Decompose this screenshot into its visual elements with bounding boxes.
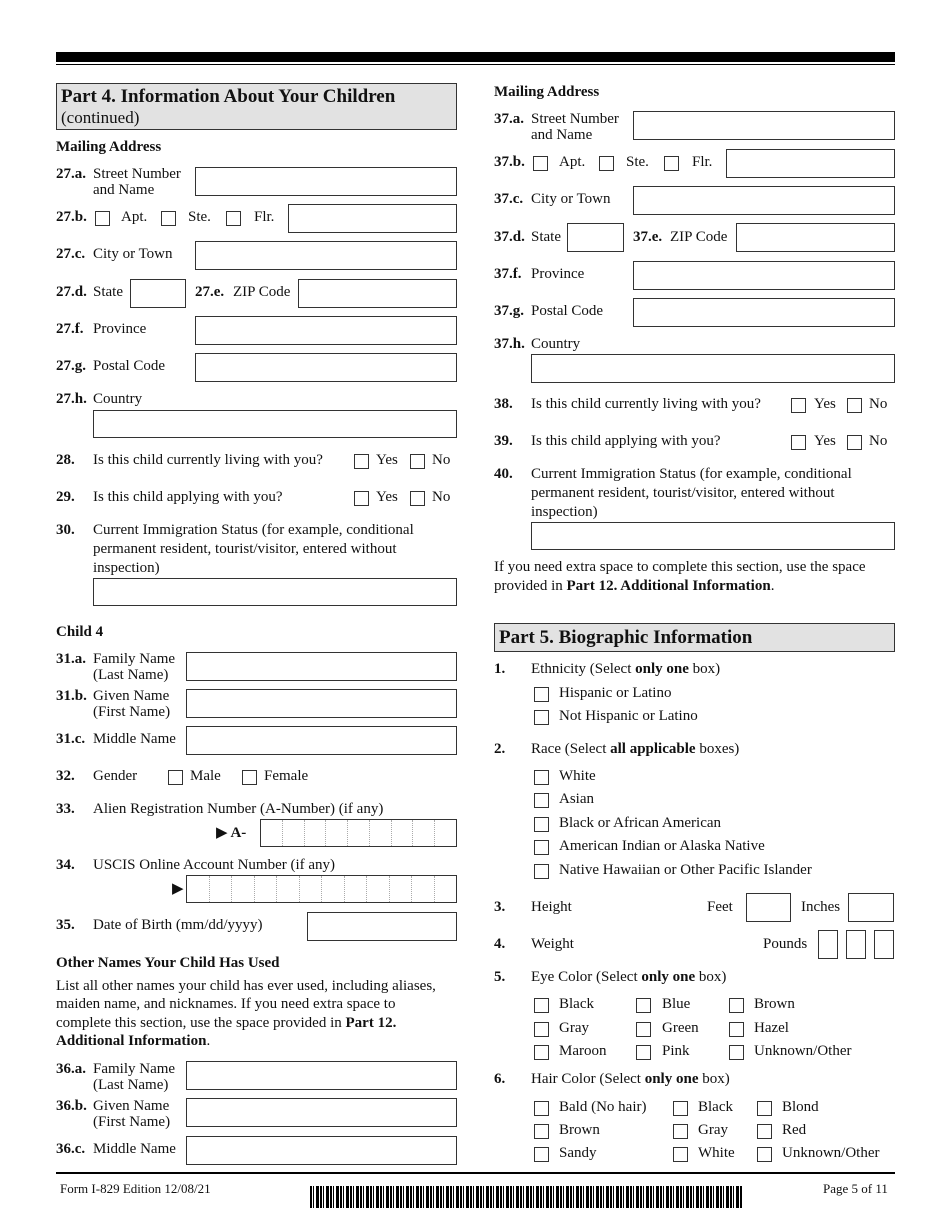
q29-yes-checkbox[interactable] — [354, 491, 369, 506]
ste-label: Ste. — [188, 209, 211, 225]
q37h-number: 37.h. — [494, 336, 525, 352]
hair-option: White — [698, 1145, 735, 1161]
q31a-number: 31.a. — [56, 651, 86, 667]
hair-option: Black — [698, 1099, 733, 1115]
q6-label: Hair Color (Select only one box) — [531, 1071, 730, 1087]
q31b-label: Given Name — [93, 688, 170, 704]
q27h-number: 27.h. — [56, 391, 87, 407]
mailing-address-heading: Mailing Address — [56, 139, 162, 155]
q4-label: Weight — [531, 936, 574, 952]
hair-gray-checkbox[interactable] — [673, 1124, 688, 1139]
q27g-number: 27.g. — [56, 358, 86, 374]
q37b-number: 37.b. — [494, 154, 525, 170]
q27a-number: 27.a. — [56, 166, 86, 182]
eye-option: Green — [662, 1020, 699, 1036]
q27c-number: 27.c. — [56, 246, 86, 262]
q30-number: 30. — [56, 522, 75, 538]
ste-checkbox[interactable] — [161, 211, 176, 226]
race-option: White — [559, 768, 596, 784]
part5-title: Part 5. Biographic Information — [499, 627, 753, 648]
q5-number: 5. — [494, 969, 506, 985]
hair-option: Gray — [698, 1122, 728, 1138]
q40-number: 40. — [494, 466, 513, 482]
q27f-label: Province — [93, 321, 147, 337]
other-given-name-input[interactable] — [186, 1098, 457, 1127]
q29-label: Is this child applying with you? — [93, 489, 283, 505]
q29-number: 29. — [56, 489, 75, 505]
q40-line-1: Current Immigration Status (for example, conditional — [531, 466, 852, 482]
q27a-label-2: and Name — [93, 182, 155, 198]
q37f-label: Province — [531, 266, 585, 282]
q40-line-2: permanent resident, tourist/visitor, entered without — [531, 485, 835, 501]
street-input[interactable] — [195, 167, 457, 196]
part4-title: Part 4. Information About Your Children — [61, 86, 396, 107]
q39-no-checkbox[interactable] — [847, 435, 862, 450]
right-zip-input[interactable] — [736, 223, 895, 252]
q28-no-checkbox[interactable] — [410, 454, 425, 469]
right-immigration-status-input[interactable] — [531, 522, 895, 550]
q29-no-label: No — [432, 489, 451, 505]
eye-brown-checkbox[interactable] — [729, 998, 744, 1013]
page-number: Page 5 of 11 — [823, 1181, 888, 1196]
race-american-indian-checkbox[interactable] — [534, 840, 549, 855]
extra-space-line-1: If you need extra space to complete this section, use the space — [494, 559, 866, 575]
right-country-input[interactable] — [531, 354, 895, 383]
q31a-label: Family Name — [93, 651, 176, 667]
q3-number: 3. — [494, 899, 506, 915]
q29-yes-label: Yes — [376, 489, 398, 505]
middle-name-input[interactable] — [186, 726, 457, 755]
eye-option: Hazel — [754, 1020, 789, 1036]
q38-label: Is this child currently living with you? — [531, 396, 761, 412]
other-names-line-1: List all other names your child has ever used, including aliases, — [56, 978, 436, 994]
city-input[interactable] — [195, 241, 457, 270]
hair-option: Sandy — [559, 1145, 597, 1161]
barcode — [310, 1186, 743, 1208]
footer-rule — [56, 1172, 895, 1174]
q32-label: Gender — [93, 768, 138, 784]
feet-label: Feet — [707, 899, 733, 915]
eye-unknown-checkbox[interactable] — [729, 1045, 744, 1060]
q39-number: 39. — [494, 433, 513, 449]
male-checkbox[interactable] — [168, 770, 183, 785]
q39-yes-label: Yes — [814, 433, 836, 449]
q36b-label: Given Name — [93, 1098, 170, 1114]
right-mailing-heading: Mailing Address — [494, 84, 600, 100]
hair-white-checkbox[interactable] — [673, 1147, 688, 1162]
right-ste-checkbox[interactable] — [599, 156, 614, 171]
male-label: Male — [190, 768, 221, 784]
q38-number: 38. — [494, 396, 513, 412]
q4-number: 4. — [494, 936, 506, 952]
eye-pink-checkbox[interactable] — [636, 1045, 651, 1060]
race-option: Asian — [559, 791, 594, 807]
apt-label: Apt. — [121, 209, 148, 225]
dob-input[interactable] — [307, 912, 457, 941]
q36a-label: Family Name — [93, 1061, 176, 1077]
q29-no-checkbox[interactable] — [410, 491, 425, 506]
a-number-prefix: ▶ A- — [216, 825, 247, 841]
flr-label: Flr. — [254, 209, 275, 225]
eye-option: Gray — [559, 1020, 589, 1036]
hispanic-checkbox[interactable] — [534, 687, 549, 702]
q37a-label: Street Number — [531, 111, 619, 127]
q28-yes-checkbox[interactable] — [354, 454, 369, 469]
flr-checkbox[interactable] — [226, 211, 241, 226]
hair-unknown-checkbox[interactable] — [757, 1147, 772, 1162]
q37f-number: 37.f. — [494, 266, 522, 282]
hair-blond-checkbox[interactable] — [757, 1101, 772, 1116]
hair-sandy-checkbox[interactable] — [534, 1147, 549, 1162]
given-name-input[interactable] — [186, 689, 457, 718]
ethnicity-option: Hispanic or Latino — [559, 685, 672, 701]
q37d-number: 37.d. — [494, 229, 525, 245]
q37c-number: 37.c. — [494, 191, 524, 207]
part5-header — [494, 623, 895, 652]
ethnicity-option: Not Hispanic or Latino — [559, 708, 698, 724]
q1-number: 1. — [494, 661, 506, 677]
part4-header — [56, 83, 457, 130]
eye-hazel-checkbox[interactable] — [729, 1022, 744, 1037]
q36b-sublabel: (First Name) — [93, 1114, 171, 1130]
other-names-heading: Other Names Your Child Has Used — [56, 955, 280, 971]
other-middle-name-input[interactable] — [186, 1136, 457, 1165]
q38-yes-checkbox[interactable] — [791, 398, 806, 413]
q35-number: 35. — [56, 917, 75, 933]
eye-option: Brown — [754, 996, 795, 1012]
right-apt-label: Apt. — [559, 154, 586, 170]
q31c-number: 31.c. — [56, 731, 86, 747]
child4-heading: Child 4 — [56, 624, 104, 640]
postal-code-input[interactable] — [195, 353, 457, 382]
q36a-number: 36.a. — [56, 1061, 86, 1077]
race-white-checkbox[interactable] — [534, 770, 549, 785]
q28-number: 28. — [56, 452, 75, 468]
hair-option: Red — [782, 1122, 807, 1138]
feet-input[interactable] — [746, 893, 791, 922]
q27f-number: 27.f. — [56, 321, 84, 337]
right-flr-label: Flr. — [692, 154, 713, 170]
right-apt-checkbox[interactable] — [533, 156, 548, 171]
q36a-sublabel: (Last Name) — [93, 1077, 169, 1093]
q33-number: 33. — [56, 801, 75, 817]
q5-label: Eye Color (Select only one box) — [531, 969, 727, 985]
eye-green-checkbox[interactable] — [636, 1022, 651, 1037]
q28-no-label: No — [432, 452, 451, 468]
q39-yes-checkbox[interactable] — [791, 435, 806, 450]
apt-checkbox[interactable] — [95, 211, 110, 226]
other-family-name-input[interactable] — [186, 1061, 457, 1090]
q37a-number: 37.a. — [494, 111, 524, 127]
right-flr-checkbox[interactable] — [664, 156, 679, 171]
eye-black-checkbox[interactable] — [534, 998, 549, 1013]
q30-line-1: Current Immigration Status (for example, conditional — [93, 522, 414, 538]
eye-option: Blue — [662, 996, 691, 1012]
q37h-label: Country — [531, 336, 581, 352]
q37c-label: City or Town — [531, 191, 611, 207]
pounds-label: Pounds — [763, 936, 808, 952]
female-label: Female — [264, 768, 309, 784]
q35-label: Date of Birth (mm/dd/yyyy) — [93, 917, 263, 933]
other-names-line-3: complete this section, use the space provided in Part 12. — [56, 1015, 397, 1031]
q37g-label: Postal Code — [531, 303, 604, 319]
q38-yes-label: Yes — [814, 396, 836, 412]
hair-option: Brown — [559, 1122, 600, 1138]
hair-brown-checkbox[interactable] — [534, 1124, 549, 1139]
top-rule — [56, 52, 895, 62]
q32-number: 32. — [56, 768, 75, 784]
q33-label: Alien Registration Number (A-Number) (if any) — [93, 801, 384, 817]
apt-number-input[interactable] — [288, 204, 457, 233]
q27a-label: Street Number — [93, 166, 181, 182]
race-black-checkbox[interactable] — [534, 817, 549, 832]
q28-label: Is this child currently living with you? — [93, 452, 323, 468]
eye-option: Maroon — [559, 1043, 607, 1059]
q3-label: Height — [531, 899, 572, 915]
q34-number: 34. — [56, 857, 75, 873]
immigration-status-input[interactable] — [93, 578, 457, 606]
hair-option: Bald (No hair) — [559, 1099, 647, 1115]
pounds-digit-2[interactable] — [846, 930, 866, 959]
top-thin-rule — [56, 64, 895, 65]
q31a-sublabel: (Last Name) — [93, 667, 169, 683]
q36b-number: 36.b. — [56, 1098, 87, 1114]
q27d-label: State — [93, 284, 123, 300]
eye-maroon-checkbox[interactable] — [534, 1045, 549, 1060]
right-street-input[interactable] — [633, 111, 895, 140]
q6-number: 6. — [494, 1071, 506, 1087]
race-pacific-islander-checkbox[interactable] — [534, 864, 549, 879]
q27h-label: Country — [93, 391, 143, 407]
q27e-label: ZIP Code — [233, 284, 291, 300]
q39-label: Is this child applying with you? — [531, 433, 721, 449]
state-input[interactable] — [130, 279, 186, 308]
q37e-number: 37.e. — [633, 229, 663, 245]
q36c-label: Middle Name — [93, 1141, 176, 1157]
q27e-number: 27.e. — [195, 284, 225, 300]
q30-line-2: permanent resident, tourist/visitor, entered without — [93, 541, 397, 557]
q31b-sublabel: (First Name) — [93, 704, 171, 720]
other-names-line-4: Additional Information. — [56, 1033, 211, 1049]
right-postal-code-input[interactable] — [633, 298, 895, 327]
form-edition: Form I-829 Edition 12/08/21 — [60, 1181, 211, 1196]
arrow-icon: ▶ — [172, 881, 184, 897]
zip-input[interactable] — [298, 279, 457, 308]
q27c-label: City or Town — [93, 246, 173, 262]
right-apt-number-input[interactable] — [726, 149, 895, 178]
right-city-input[interactable] — [633, 186, 895, 215]
q40-line-3: inspection) — [531, 504, 598, 520]
q2-number: 2. — [494, 741, 506, 757]
eye-option: Black — [559, 996, 594, 1012]
q37g-number: 37.g. — [494, 303, 524, 319]
q30-line-3: inspection) — [93, 560, 160, 576]
eye-option: Unknown/Other — [754, 1043, 852, 1059]
inches-label: Inches — [801, 899, 841, 915]
q38-no-label: No — [869, 396, 888, 412]
pounds-digit-1[interactable] — [818, 930, 838, 959]
right-state-input[interactable] — [567, 223, 624, 252]
inches-input[interactable] — [848, 893, 894, 922]
right-ste-label: Ste. — [626, 154, 649, 170]
q27g-label: Postal Code — [93, 358, 166, 374]
uscis-account-input[interactable] — [186, 875, 457, 903]
q37e-label: ZIP Code — [670, 229, 728, 245]
other-names-line-2: maiden name, and nicknames. If you need extra space to — [56, 996, 396, 1012]
hair-option: Unknown/Other — [782, 1145, 880, 1161]
province-input[interactable] — [195, 316, 457, 345]
country-input[interactable] — [93, 410, 457, 438]
q28-yes-label: Yes — [376, 452, 398, 468]
pounds-digit-3[interactable] — [874, 930, 894, 959]
q34-label: USCIS Online Account Number (if any) — [93, 857, 336, 873]
race-option: Native Hawaiian or Other Pacific Islander — [559, 862, 812, 878]
eye-option: Pink — [662, 1043, 690, 1059]
family-name-input[interactable] — [186, 652, 457, 681]
q31b-number: 31.b. — [56, 688, 87, 704]
q38-no-checkbox[interactable] — [847, 398, 862, 413]
race-option: American Indian or Alaska Native — [559, 838, 765, 854]
hair-red-checkbox[interactable] — [757, 1124, 772, 1139]
eye-gray-checkbox[interactable] — [534, 1022, 549, 1037]
extra-space-line-2: provided in Part 12. Additional Information. — [494, 578, 775, 594]
q2-label: Race (Select all applicable boxes) — [531, 741, 740, 757]
hair-option: Blond — [782, 1099, 819, 1115]
right-province-input[interactable] — [633, 261, 895, 290]
q36c-number: 36.c. — [56, 1141, 86, 1157]
eye-blue-checkbox[interactable] — [636, 998, 651, 1013]
hair-black-checkbox[interactable] — [673, 1101, 688, 1116]
not-hispanic-checkbox[interactable] — [534, 710, 549, 725]
q27d-number: 27.d. — [56, 284, 87, 300]
q39-no-label: No — [869, 433, 888, 449]
q31c-label: Middle Name — [93, 731, 176, 747]
race-option: Black or African American — [559, 815, 722, 831]
q27b-number: 27.b. — [56, 209, 87, 225]
q37a-label-2: and Name — [531, 127, 593, 143]
part4-subtitle: (continued) — [61, 108, 140, 127]
q1-label: Ethnicity (Select only one box) — [531, 661, 721, 677]
female-checkbox[interactable] — [242, 770, 257, 785]
hair-bald-checkbox[interactable] — [534, 1101, 549, 1116]
race-asian-checkbox[interactable] — [534, 793, 549, 808]
a-number-input[interactable] — [260, 819, 457, 847]
q37d-label: State — [531, 229, 561, 245]
